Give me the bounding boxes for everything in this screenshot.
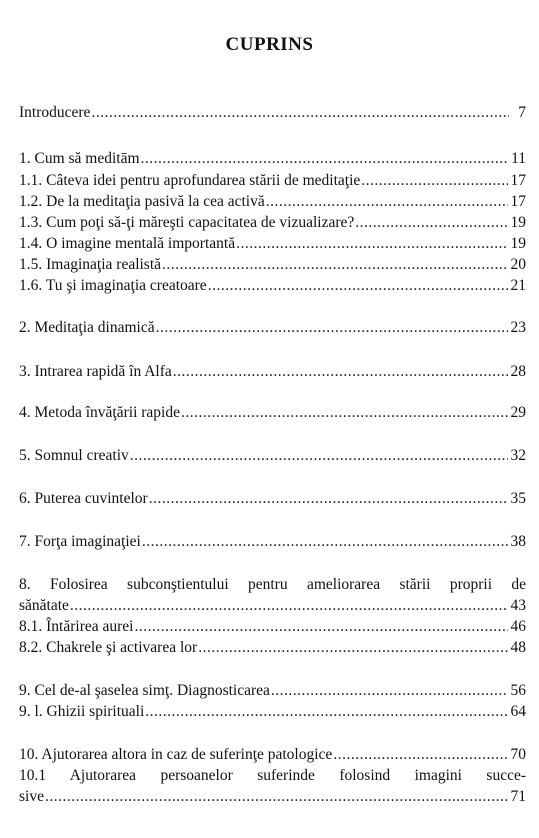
dot-leader	[236, 234, 507, 254]
toc-entry[interactable]	[19, 171, 526, 191]
toc-entry-page: 35	[510, 490, 526, 507]
dot-leader	[361, 171, 507, 191]
toc-entry[interactable]	[19, 489, 526, 509]
toc-entry-label: 1. Cum să meditām	[19, 150, 140, 167]
toc-entry-page: 29	[510, 404, 526, 421]
toc-entry-label: 1.4. O imagine mentală importantă	[19, 235, 236, 252]
dot-leader	[149, 489, 508, 509]
toc-entry[interactable]	[19, 681, 526, 701]
toc-entry-page: 17	[510, 193, 526, 210]
toc-entry-label: 9. Cel de-al şaselea simţ. Diagnosticarea	[19, 682, 270, 699]
toc-entry[interactable]	[19, 617, 526, 637]
toc-entry[interactable]	[19, 702, 526, 722]
toc-entry-label: 1.1. Câteva idei pentru aprofundarea stării de meditaţie	[19, 172, 361, 189]
toc-entry-label: 10. Ajutorarea altora in caz de suferinţe patologice	[19, 746, 333, 763]
dot-leader	[70, 596, 508, 616]
toc-entry-page: 43	[510, 597, 526, 614]
dot-leader	[208, 276, 508, 296]
toc-entry-page: 19	[510, 235, 526, 252]
toc-entry[interactable]	[19, 532, 526, 552]
toc-entry[interactable]	[19, 318, 526, 338]
toc-entry-page: 48	[510, 639, 526, 656]
toc-entry[interactable]	[19, 103, 526, 123]
dot-leader	[45, 787, 508, 807]
toc-entry-wrapped-line[interactable]	[19, 575, 526, 595]
dot-leader	[142, 532, 508, 552]
toc-entry-label: 1.3. Cum poţi să-ţi măreşti capacitatea de vizualizare?	[19, 214, 355, 231]
toc-entry-page: 38	[510, 533, 526, 550]
toc-entry[interactable]	[19, 276, 526, 296]
dot-leader	[181, 403, 508, 423]
toc-entry[interactable]	[19, 745, 526, 765]
dot-leader	[134, 617, 507, 637]
dot-leader	[145, 702, 507, 722]
toc-entry-label: 3. Intrarea rapidă în Alfa	[19, 363, 172, 380]
toc-entry-label: 1.6. Tu şi imaginaţia creatoare	[19, 277, 207, 294]
dot-leader	[173, 362, 508, 382]
toc-entry-page: 19	[510, 214, 526, 231]
toc-entry[interactable]	[19, 149, 526, 169]
toc-entry-label: 5. Somnul creativ	[19, 447, 129, 464]
toc-entry-page: 32	[510, 447, 526, 464]
toc-entry[interactable]	[19, 403, 526, 423]
toc-entry-label: 4. Metoda învăţării rapide	[19, 404, 180, 421]
toc-entry-page: 46	[510, 618, 526, 635]
toc-entry-page: 28	[510, 363, 526, 380]
dot-leader	[162, 255, 507, 275]
toc-entry-label: 6. Puterea cuvintelor	[19, 490, 148, 507]
toc-entry-page: 20	[510, 256, 526, 273]
toc-entry-page: 21	[510, 277, 526, 294]
toc-entry-label: sănătate	[19, 597, 69, 614]
toc-entry-label: 7. Forţa imaginaţiei	[19, 533, 141, 550]
toc-entry-label: 8. Folosirea subconştientului pentru ameliorarea stării proprii de	[19, 576, 526, 593]
dot-leader	[333, 745, 507, 765]
toc-entry[interactable]	[19, 213, 526, 233]
dot-leader	[130, 446, 508, 466]
dot-leader	[198, 638, 507, 658]
toc-entry-label: Introducere	[19, 104, 91, 121]
toc-entry-label: 8.1. Întărirea aurei	[19, 618, 134, 635]
toc-entry-page: 71	[510, 788, 526, 805]
toc-entry-page: 70	[510, 746, 526, 763]
toc-entry[interactable]	[19, 362, 526, 382]
toc-entry-label: sive	[19, 788, 44, 805]
dot-leader	[91, 103, 509, 123]
dot-leader	[271, 681, 508, 701]
toc-entry[interactable]	[19, 638, 526, 658]
dot-leader	[266, 192, 508, 212]
toc-entry-page: 11	[511, 150, 526, 167]
dot-leader	[141, 149, 509, 169]
toc-entry-label: 1.2. De la meditaţia pasivă la cea activă	[19, 193, 265, 210]
toc-entry-label: 2. Meditaţia dinamică	[19, 319, 155, 336]
toc-entry-label: 8.2. Chakrele şi activarea lor	[19, 639, 198, 656]
toc-entry-page: 7	[518, 104, 526, 121]
toc-entry-page: 56	[510, 682, 526, 699]
toc-entry[interactable]	[19, 446, 526, 466]
toc-entry-label: 9. l. Ghizii spirituali	[19, 703, 145, 720]
toc-entry-page: 64	[510, 703, 526, 720]
dot-leader	[355, 213, 507, 233]
toc-entry-label: 10.1 Ajutorarea persoanelor suferinde folosind imagini succe-	[19, 767, 526, 784]
toc-entry[interactable]	[19, 234, 526, 254]
toc-entry-wrapped-line[interactable]	[19, 766, 526, 786]
toc-entry-label: 1.5. Imaginaţia realistă	[19, 256, 162, 273]
toc-entry[interactable]	[19, 596, 526, 616]
toc-entry[interactable]	[19, 192, 526, 212]
page-title: CUPRINS	[225, 34, 314, 55]
toc-entry[interactable]	[19, 787, 526, 807]
toc-entry-page: 17	[510, 172, 526, 189]
dot-leader	[156, 318, 508, 338]
toc-entry-page: 23	[510, 319, 526, 336]
toc-entry[interactable]	[19, 255, 526, 275]
